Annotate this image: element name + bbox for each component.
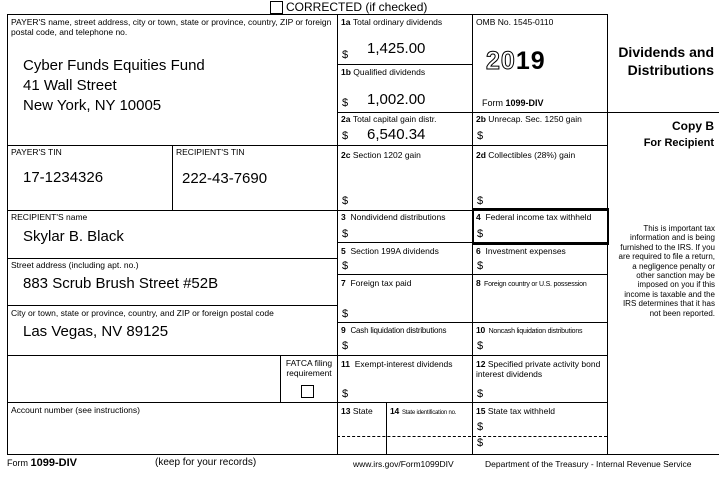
box-3-dollar: $ — [342, 228, 349, 240]
copy-b-sub: For Recipient — [643, 137, 714, 149]
tax-year-suffix: 19 — [515, 47, 546, 75]
form-title-line1: Dividends and — [618, 44, 714, 60]
box-10-label: 10 Noncash liquidation distributions — [476, 325, 583, 335]
box-2a-value: 6,540.34 — [367, 126, 426, 143]
tax-year-prefix: 20 — [486, 47, 516, 75]
corrected-checkbox[interactable] — [270, 1, 283, 14]
footer-url: www.irs.gov/Form1099DIV — [353, 459, 454, 469]
payer-tin-label: PAYER'S TIN — [11, 147, 62, 157]
fatca-checkbox[interactable] — [301, 385, 314, 398]
box-2d-dollar: $ — [477, 195, 484, 207]
box-11-label: 11 Exempt-interest dividends — [341, 359, 453, 369]
copy-b: Copy B — [672, 119, 714, 133]
box-8-label: 8 Foreign country or U.S. possession — [476, 278, 587, 288]
box-5-label: 5 Section 199A dividends — [341, 246, 439, 256]
recipient-street: 883 Scrub Brush Street #52B — [23, 275, 219, 292]
footer-keep: (keep for your records) — [155, 457, 257, 468]
box-1a-label: 1a Total ordinary dividends — [341, 17, 443, 27]
box-2b-dollar: $ — [477, 130, 484, 142]
form-name: Form 1099-DIV — [482, 98, 544, 108]
box-14-label: 14 State identification no. — [390, 406, 457, 416]
form-title-line2: Distributions — [627, 62, 714, 78]
box-2b-label: 2b Unrecap. Sec. 1250 gain — [476, 114, 582, 124]
box-11-dollar: $ — [342, 388, 349, 400]
box-6-dollar: $ — [477, 260, 484, 272]
notice-text: This is important tax information and is being furnished to the IRS. If you are required to file a return, a negligence penalty or other sanction may be imposed on you if this income is taxable and the IRS determines that it has not been reported. — [618, 224, 715, 318]
box-1b-value: 1,002.00 — [367, 91, 426, 108]
recipient-name-label: RECIPIENT'S name — [11, 212, 88, 222]
corrected-label: CORRECTED (if checked) — [286, 0, 428, 14]
fatca-label: FATCA filing requirement — [285, 358, 333, 378]
recipient-tin: 222-43-7690 — [182, 170, 268, 187]
payer-label: PAYER'S name, street address, city or town, state or province, country, ZIP or foreign postal code, and telephone no. — [11, 17, 332, 37]
recipient-tin-label: RECIPIENT'S TIN — [176, 147, 245, 157]
box-2c-label: 2c Section 1202 gain — [341, 150, 421, 160]
box-10-dollar: $ — [477, 340, 484, 352]
box-15-label: 15 State tax withheld — [476, 406, 555, 416]
recipient-city: Las Vegas, NV 89125 — [23, 323, 169, 340]
box-5-dollar: $ — [342, 260, 349, 272]
footer-form: Form 1099-DIV — [7, 457, 77, 469]
recipient-name: Skylar B. Black — [23, 228, 124, 245]
box-1b-label: 1b Qualified dividends — [341, 67, 426, 77]
omb-number: OMB No. 1545-0110 — [476, 17, 554, 27]
box-7-label: 7 Foreign tax paid — [341, 278, 412, 288]
payer-name: Cyber Funds Equities Fund — [23, 57, 205, 74]
box-2a-dollar: $ — [342, 130, 349, 142]
footer-dept: Department of the Treasury - Internal Revenue Service — [485, 459, 692, 469]
box-1a-dollar: $ — [342, 49, 349, 61]
recipient-city-label: City or town, state or province, country, and ZIP or foreign postal code — [11, 308, 274, 318]
box-4-dollar: $ — [477, 228, 484, 240]
box-2d-label: 2d Collectibles (28%) gain — [476, 150, 576, 160]
box-9-dollar: $ — [342, 340, 349, 352]
payer-tin: 17-1234326 — [23, 169, 104, 186]
box-6-label: 6 Investment expenses — [476, 246, 566, 256]
box-4-label: 4 Federal income tax withheld — [476, 212, 592, 222]
tax-year — [486, 47, 546, 76]
box-9-label: 9 Cash liquidation distributions — [341, 325, 447, 335]
box-1a-value: 1,425.00 — [367, 40, 426, 57]
box-15-dollar-2: $ — [477, 437, 484, 449]
box-12-label: 12 Specified private activity bond interest dividends — [476, 359, 601, 379]
box-2c-dollar: $ — [342, 195, 349, 207]
box-3-label: 3 Nondividend distributions — [341, 212, 446, 222]
account-label: Account number (see instructions) — [11, 405, 140, 415]
box-7-dollar: $ — [342, 308, 349, 320]
box-15-dollar-1: $ — [477, 421, 484, 433]
box-1b-dollar: $ — [342, 97, 349, 109]
payer-city: New York, NY 10005 — [23, 97, 162, 114]
payer-street: 41 Wall Street — [23, 77, 117, 94]
recipient-street-label: Street address (including apt. no.) — [11, 260, 139, 270]
box-13-label: 13 State — [341, 406, 373, 416]
box-12-dollar: $ — [477, 388, 484, 400]
box-2a-label: 2a Total capital gain distr. — [341, 114, 437, 124]
